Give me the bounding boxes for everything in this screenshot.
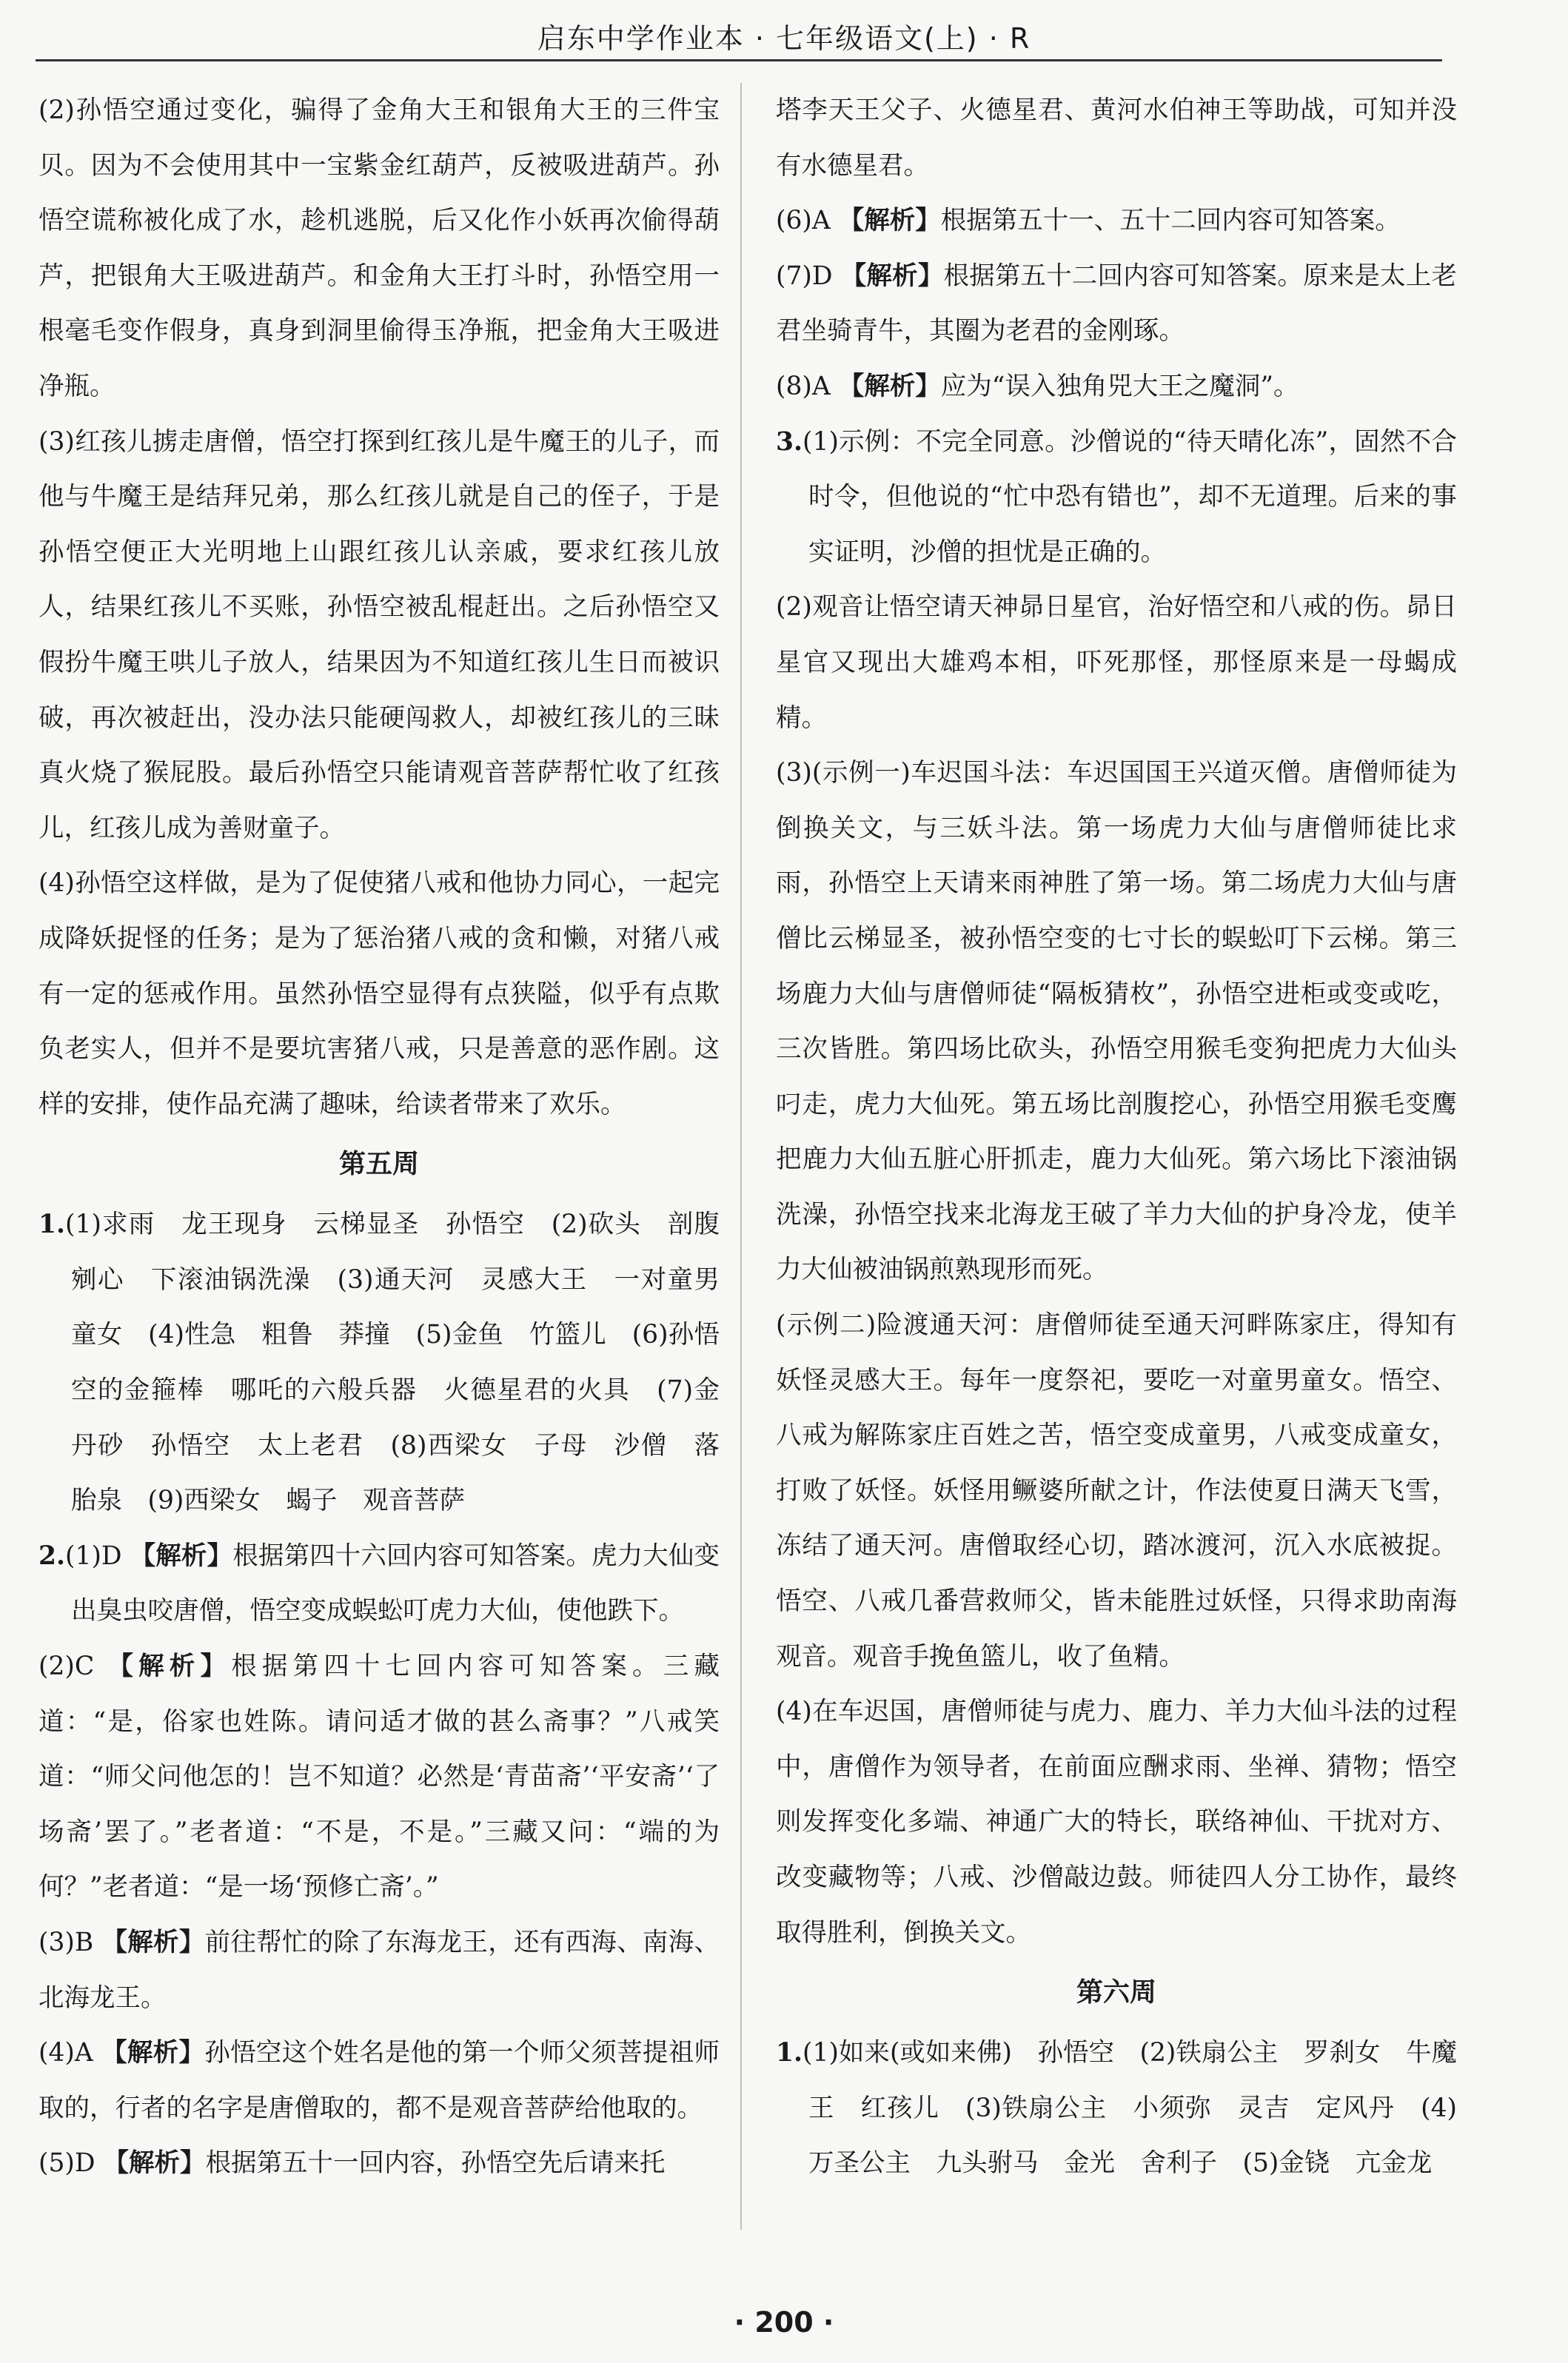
question-3-part-3-example-1: (3)(示例一)车迟国斗法：车迟国国王兴道灭僧。唐僧师徒为倒换关文，与三妖斗法。第一场虎力大仙与唐僧师徒比求雨，孙悟空上天请来雨神胜了第一场。第二场虎力大仙与唐僧比云梯显圣，被孙悟空变的七寸长的蜈蚣叮下云梯。第三场鹿力大仙与唐僧师徒“隔板猜枚”，孙悟空进柜或变或吃，三次皆胜。第四场比砍头，孙悟空用猴毛变狗把虎力大仙头叼走，虎力大仙死。第五场比剖腹挖心，孙悟空用猴毛变鹰把鹿力大仙五脏心肝抓走，鹿力大仙死。第六场比下滚油锅洗澡，孙悟空找来北海龙王破了羊力大仙的护身冷龙，使羊力大仙被油锅煎熟现形而死。 (776, 758, 1457, 1285)
question-2-part-3 (38, 1915, 720, 2025)
page-header: 启东中学作业本 · 七年级语文(上) · R (537, 22, 1031, 55)
question-3-part-1 (776, 415, 1457, 580)
analysis-text: 根据第四十六回内容可知答案。虎力大仙变出臭虫咬唐僧，悟空变成蜈蚣叮虎力大仙，使他跌下。 (71, 1541, 720, 1626)
question-3-part-2: (2)观音让悟空请天神昴日星官，治好悟空和八戒的伤。昴日星官又现出大雄鸡本相，吓死那怪，那怪原来是一母蝎成精。 (776, 592, 1457, 733)
week6-question-1 (776, 2025, 1457, 2191)
analysis-tag: 【解析】 (840, 261, 944, 291)
right-column (776, 83, 1457, 2191)
header-divider (36, 59, 1442, 61)
answer-paragraph: (4)孙悟空这样做，是为了促使猪八戒和他协力同心，一起完成降妖捉怪的任务；是为了惩治猪八戒的贪和懒，对猪八戒有一定的惩戒作用。虽然孙悟空显得有点狭隘，似乎有点欺负老实人，但并不是要坑害猪八戒，只是善意的恶作剧。这样的安排，使作品充满了趣味，给读者带来了欢乐。 (38, 868, 720, 1119)
answer-choice: (1)D (65, 1541, 122, 1571)
answer-paragraph: (2)孙悟空通过变化，骗得了金角大王和银角大王的三件宝贝。因为不会使用其中一宝紫金红葫芦，反被吸进葫芦。孙悟空谎称被化成了水，趁机逃脱，后又化作小妖再次偷得葫芦，把银角大王吸进葫芦。和金角大王打斗时，孙悟空用一根毫毛变作假身，真身到洞里偷得玉净瓶，把金角大王吸进净瓶。 (38, 95, 720, 401)
question-1 (38, 1197, 720, 1529)
answer-choice: (2)C (38, 1652, 95, 1682)
analysis-tag: 【解析】 (101, 2038, 205, 2068)
question-number: 2. (38, 1541, 66, 1571)
question-3-part-3-example-2: (示例二)险渡通天河：唐僧师徒至通天河畔陈家庄，得知有妖怪灵感大王。每年一度祭祀，要吃一对童男童女。悟空、八戒为解陈家庄百姓之苦，悟空变成童男，八戒变成童女，打败了妖怪。妖怪用鳜婆所献之计，作法使夏日满天飞雪，冻结了通天河。唐僧取经心切，踏冰渡河，沉入水底被捉。悟空、八戒几番营救师父，皆未能胜过妖怪，只得求助南海观音。观音手挽鱼篮儿，收了鱼精。 (776, 1310, 1457, 1672)
analysis-text: 根据第五十二回内容可知答案。原来是太上老君坐骑青牛，其圈为老君的金刚琢。 (776, 261, 1457, 346)
analysis-tag: 【解析】 (838, 206, 941, 236)
question-answer: (1)求雨 龙王现身 云梯显圣 孙悟空 (2)砍头 剖腹剜心 下滚油锅洗澡 (3)通天河 灵感大王 一对童男童女 (4)性急 粗鲁 莽撞 (5)金鱼 竹篮儿 (6)孙悟空的金箍棒 哪吒的六般兵器 火德星君的火具 (7)金丹砂 孙悟空 太上老君 (8)西梁女 子母 沙僧 落胎泉 (9)西梁女 蝎子 观音菩萨 (65, 1210, 720, 1516)
analysis-tag: 【解析】 (101, 1928, 205, 1957)
answer-choice: (3)B (38, 1928, 94, 1957)
question-2-part-6 (776, 193, 1457, 249)
answer-paragraph: (3)红孩儿掳走唐僧，悟空打探到红孩儿是牛魔王的儿子，而他与牛魔王是结拜兄弟，那么红孩儿就是自己的侄子，于是孙悟空便正大光明地上山跟红孩儿认亲戚，要求红孩儿放人，结果红孩儿不买账，孙悟空被乱棍赶出。之后孙悟空又假扮牛魔王哄儿子放人，结果因为不知道红孩儿生日而被识破，再次被赶出，没办法只能硬闯救人，却被红孩儿的三昧真火烧了猴屁股。最后孙悟空只能请观音菩萨帮忙收了红孩儿，红孩儿成为善财童子。 (38, 426, 720, 843)
column-divider (740, 83, 742, 2230)
continued-paragraph: 塔李天王父子、火德星君、黄河水伯神王等助战，可知并没有水德星君。 (776, 95, 1457, 181)
answer-choice: (5)D (38, 2148, 96, 2179)
left-column (38, 83, 720, 2191)
question-3-part-4: (4)在车迟国，唐僧师徒与虎力、鹿力、羊力大仙斗法的过程中，唐僧作为领导者，在前面应酬求雨、坐禅、猜物；悟空则发挥变化多端、神通广大的特长，联络神仙、干扰对方、改变藏物等；八戒、沙僧敲边鼓。师徒四人分工协作，最终取得胜利，倒换关文。 (776, 1697, 1457, 1948)
question-answer: (1)示例：不完全同意。沙僧说的“待天晴化冻”，固然不合时令，但他说的“忙中恐有错也”，却不无道理。后来的事实证明，沙僧的担忧是正确的。 (803, 426, 1457, 567)
question-number: 3. (776, 426, 803, 457)
analysis-text: 孙悟空这个姓名是他的第一个师父须菩提祖师取的，行者的名字是唐僧取的，都不是观音菩萨给他取的。 (38, 2038, 720, 2123)
analysis-tag: 【解析】 (103, 2148, 206, 2179)
section-heading-week6: 第六周 (1076, 1977, 1156, 2008)
answer-choice: (6)A (776, 206, 831, 236)
analysis-text: 前往帮忙的除了东海龙王，还有西海、南海、北海龙王。 (38, 1928, 720, 2013)
answer-choice: (4)A (38, 2038, 93, 2068)
analysis-text: 根据第四十七回内容可知答案。三藏道：“是，俗家也姓陈。请问适才做的甚么斋事？”八戒笑道：“师父问他怎的！岂不知道？必然是‘青苗斋’‘平安斋’‘了场斋’罢了。”老者道：“不是，不是。”三藏又问：“端的为何？”老者道：“是一场‘预修亡斋’。” (38, 1652, 720, 1903)
question-number: 1. (38, 1210, 66, 1240)
analysis-tag: 【解析】 (838, 371, 941, 401)
page-number: · 200 · (734, 2306, 834, 2339)
question-number: 1. (776, 2038, 803, 2068)
analysis-tag: 【解析】 (130, 1541, 233, 1571)
question-2-part-2 (38, 1639, 720, 1915)
question-2-part-5 (38, 2136, 720, 2191)
answer-choice: (7)D (776, 261, 833, 291)
analysis-text: 根据第五十一、五十二回内容可知答案。 (940, 206, 1401, 236)
question-2-part-1 (38, 1529, 720, 1639)
section-heading-week5: 第五周 (338, 1149, 419, 1180)
question-2-part-4 (38, 2025, 720, 2136)
question-answer: (1)如来(或如来佛) 孙悟空 (2)铁扇公主 罗刹女 牛魔王 红孩儿 (3)铁扇公主 小须弥 灵吉 定风丹 (4)万圣公主 九头驸马 金光 舍利子 (5)金铙 亢金龙 (803, 2038, 1457, 2179)
question-2-part-8 (776, 359, 1457, 415)
answer-choice: (8)A (776, 371, 831, 401)
analysis-text: 应为“误入独角兕大王之魔洞”。 (940, 371, 1299, 401)
analysis-tag: 【解析】 (107, 1652, 232, 1682)
question-2-part-7 (776, 249, 1457, 359)
analysis-text: 根据第五十一回内容，孙悟空先后请来托 (205, 2148, 666, 2179)
